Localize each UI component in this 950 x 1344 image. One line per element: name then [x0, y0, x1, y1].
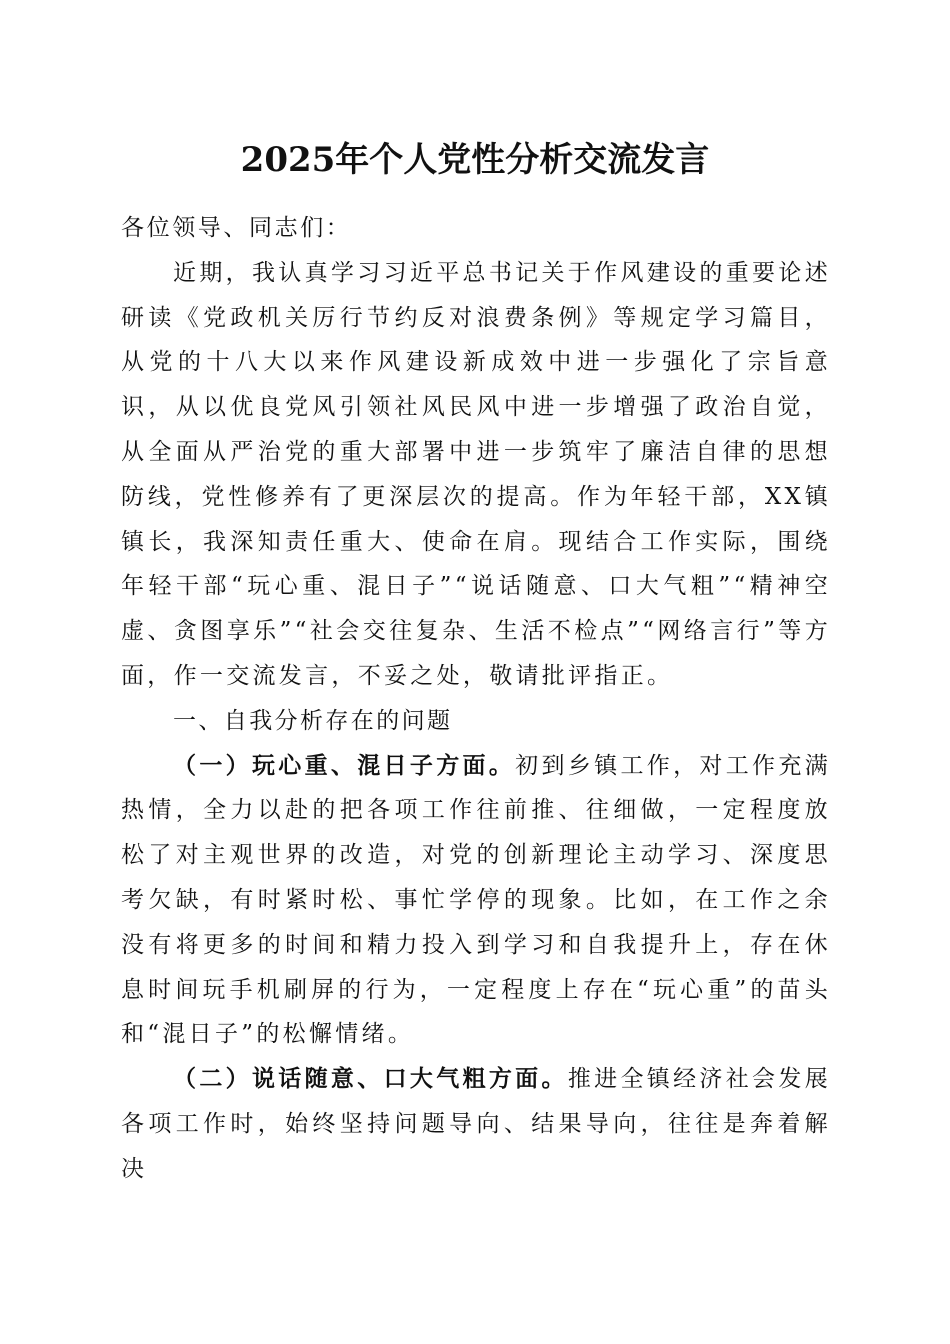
- item-paragraph-2: [121, 1057, 831, 1191]
- item-paragraph-1: [121, 744, 831, 1058]
- item-text-1: 初到乡镇工作，对工作充满热情，全力以赴的把各项工作往前推、往细做，一定程度放松了对主观世界的改造，对党的创新理论主动学习、深度思考欠缺，有时紧时松、事忙学停的现象。比如，在工作之余没有将更多的时间和精力投入到学习和自我提升上，存在休息时间玩手机刷屏的行为，一定程度上存在“玩心重”的苗头和“混日子”的松懈情绪。: [121, 752, 831, 1048]
- salutation: 各位领导、同志们：: [121, 215, 352, 241]
- document-title: 2025年个人党性分析交流发言: [240, 140, 710, 180]
- intro-paragraph: 近期，我认真学习习近平总书记关于作风建设的重要论述研读《党政机关厉行节约反对浪费条例》等规定学习篇目，从党的十八大以来作风建设新成效中进一步强化了宗旨意识，从以优良党风引领社风民风中进一步增强了政治自觉，从全面从严治党的重大部署中进一步筑牢了廉洁自律的思想防线，党性修养有了更深层次的提高。作为年轻干部，XX镇镇长，我深知责任重大、使命在肩。现结合工作实际，围绕年轻干部“玩心重、混日子”“说话随意、口大气粗”“精神空虚、贪图享乐”“社会交往复杂、生活不检点”“网络言行”等方面，作一交流发言，不妥之处，敬请批评指正。: [121, 259, 831, 689]
- item-heading-1: （一）玩心重、混日子方面。: [173, 751, 516, 779]
- item-heading-2: （二）说话随意、口大气粗方面。: [173, 1065, 568, 1093]
- document-body: [121, 206, 831, 1192]
- section-heading: 一、自我分析存在的问题: [173, 707, 453, 734]
- item-text-2: 推进全镇经济社会发展各项工作时，始终坚持问题导向、结果导向，往往是奔着解决: [121, 1066, 831, 1182]
